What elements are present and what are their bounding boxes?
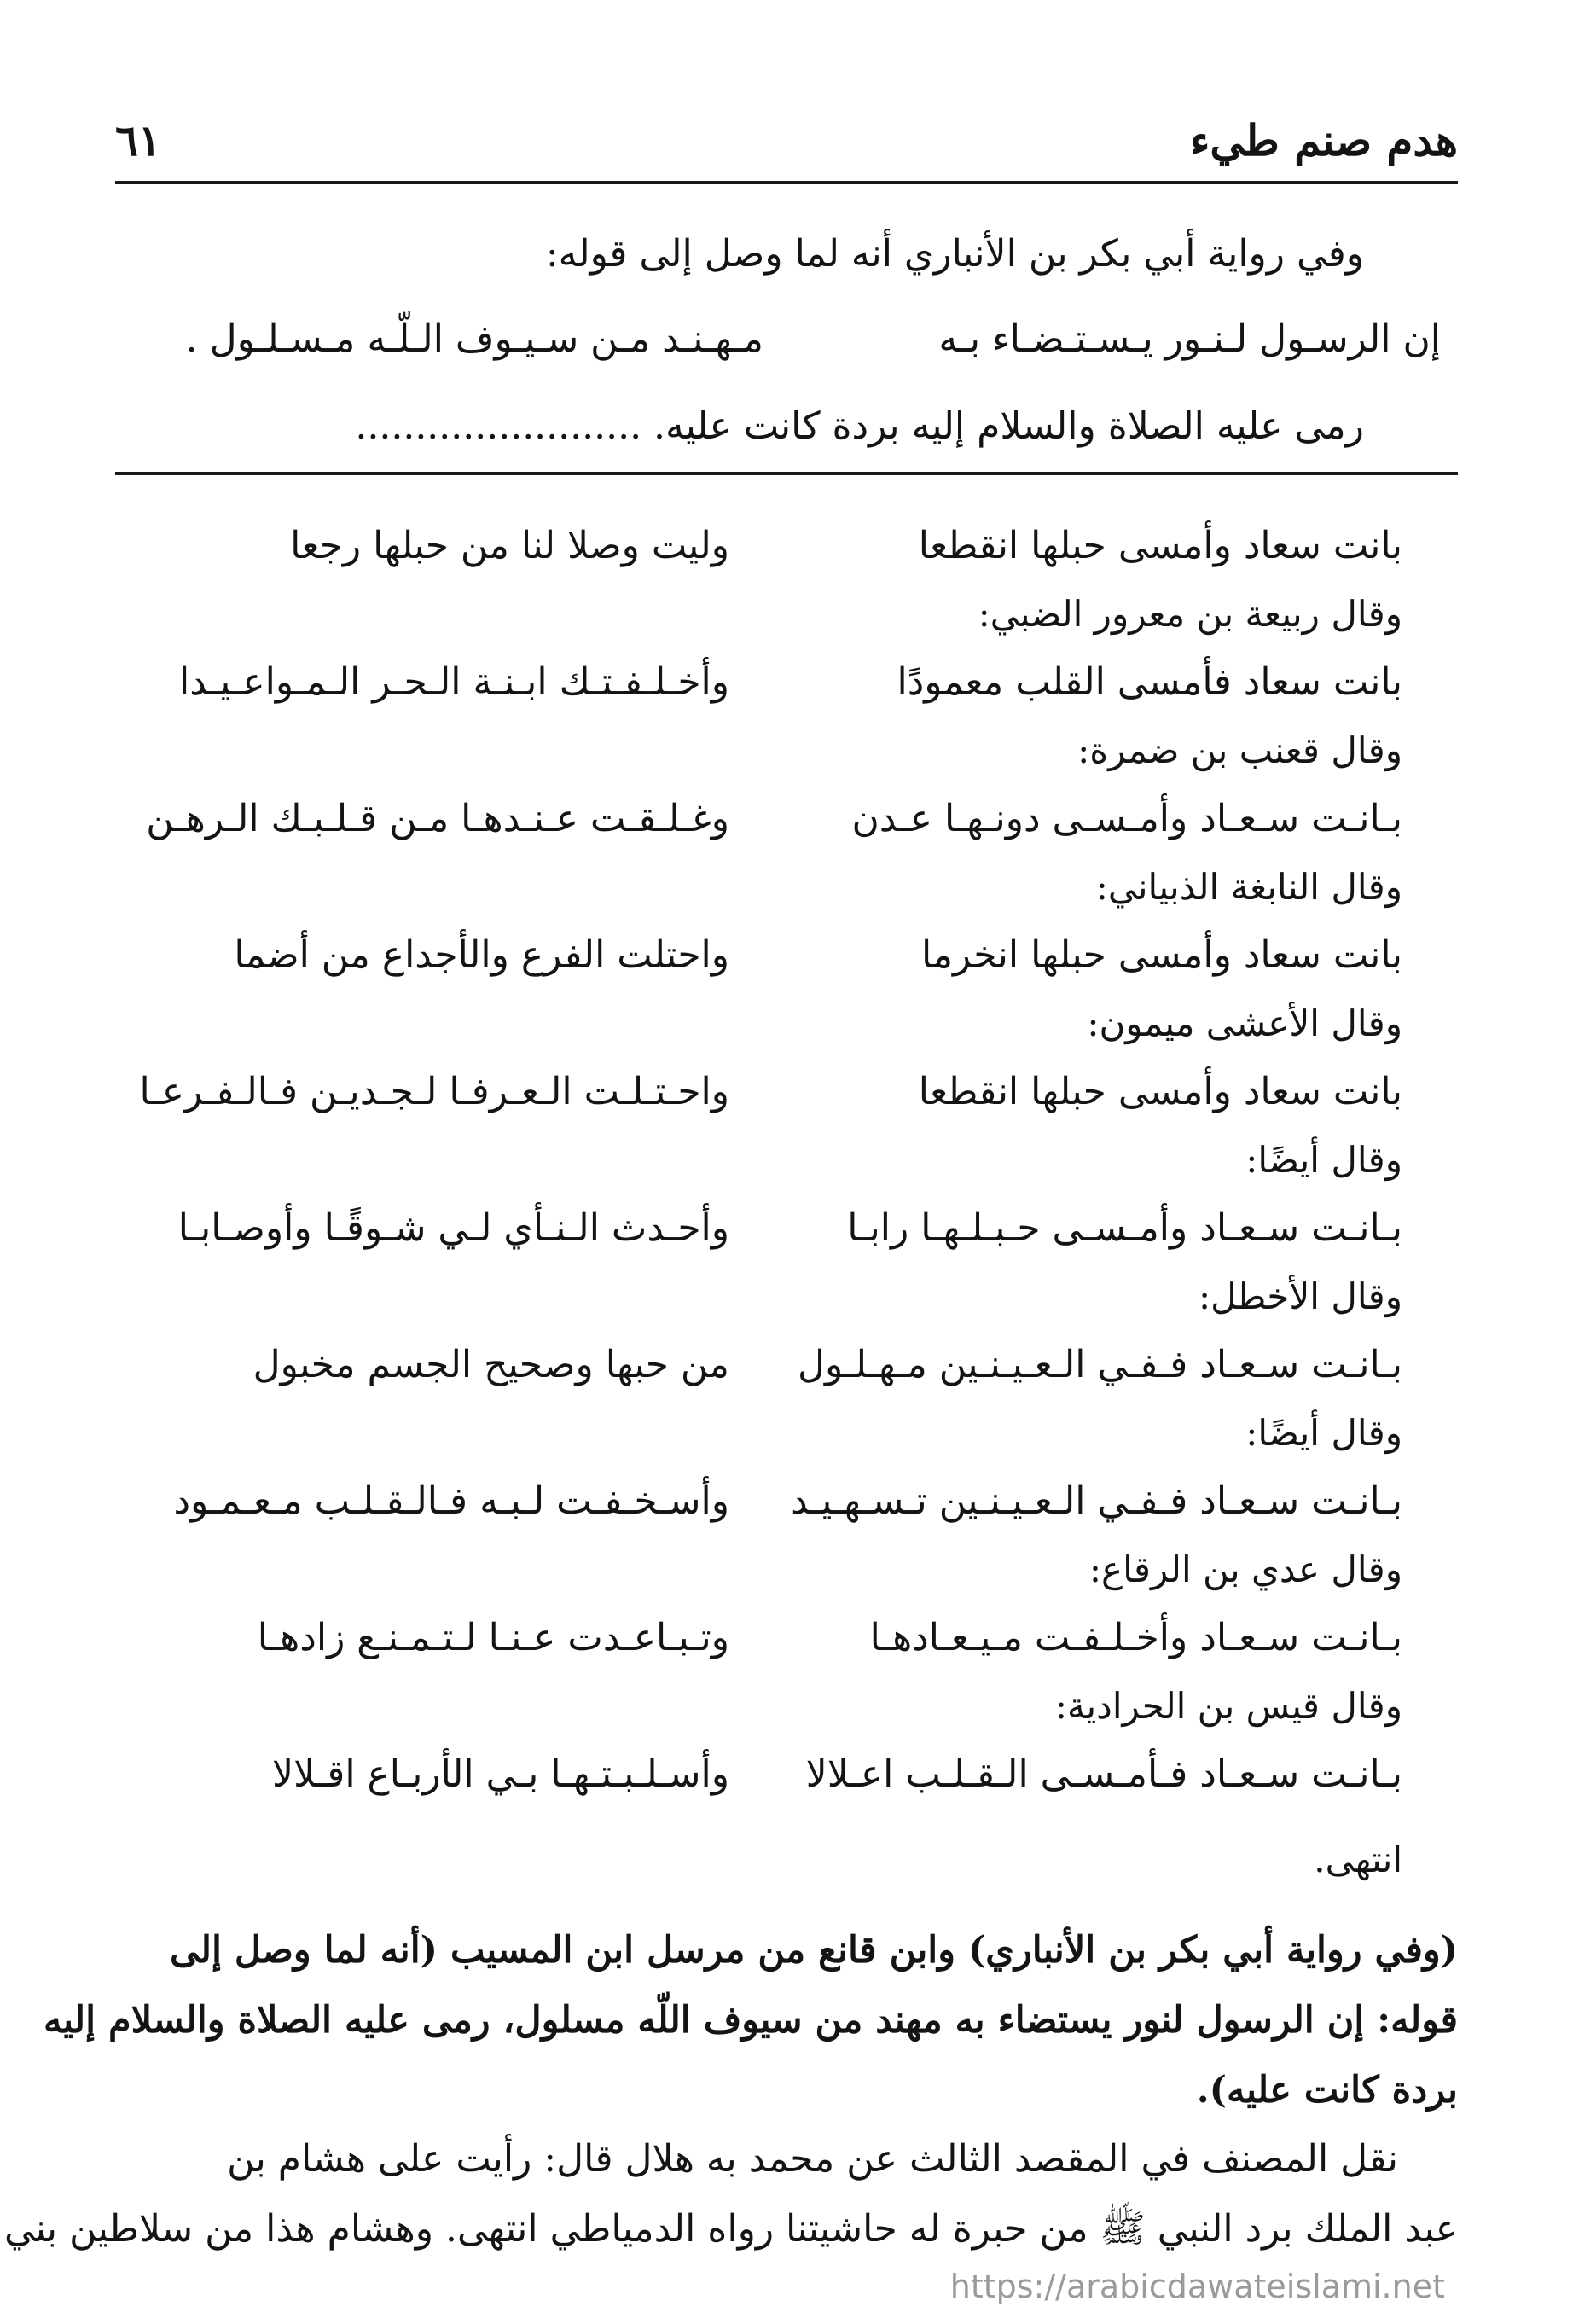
verse-second-hemistich: وغـلـقـت عـنـدهـا مـن قـلـبـك الـرهـن [146,797,729,840]
commentary-line: نقل المصنف في المقصد الثالث عن محمد به هلال قال: رأيت على هشام بن [227,2137,1398,2181]
verse-second-hemistich: وأسـخـفـت لـبـه فـالـقـلـب مـعـمـود [173,1479,729,1523]
verse-row [115,512,1402,580]
speaker-line: وقال قيس بن الحرادية: [1054,1685,1402,1727]
verse-row [115,1467,1402,1536]
commentary-line: قوله: إن الرسول لنور يستضاء به مهند من سيوف اللّه مسلول، رمى عليه الصلاة والسلام إليه [44,1999,1458,2042]
verse-first-hemistich: بانت سعاد فأمسى القلب معمودًا [897,660,1402,704]
verse-second-hemistich: واحـتـلـت الـعـرفـا لـجـديـن فـالـفـرعـا [139,1070,729,1113]
speaker-line: وقال الأعشى ميمون: [1087,1002,1402,1044]
verse-row [115,1331,1402,1399]
verse-first-hemistich: بانت سعاد وأمسى حبلها انخرما [921,933,1402,977]
verse-second-hemistich: وتـبـاعـدت عـنـا لـتـمـنـع زادهـا [257,1616,729,1659]
note-verse [115,297,1441,382]
speaker-line: وقال أيضًا: [1245,1139,1402,1181]
commentary-plain [3,2124,1458,2264]
speaker-line: وقال ربيعة بن معرور الضبي: [978,593,1402,635]
verse-row [115,1058,1402,1126]
verse-row [115,1740,1402,1809]
running-title: هدم صنم طيء [1189,115,1458,166]
speaker-line: وقال قعنب بن ضمرة: [1077,729,1402,771]
end-marker: انتهى. [1314,1839,1402,1880]
commentary-bold [44,1915,1458,2125]
note-line: رمى عليه الصلاة والسلام إليه بردة كانت عليه. ........................ [355,404,1364,448]
verse-first-hemistich: بـانـت سـعـاد وأمـسـى حـبـلـهـا رابـا [847,1206,1402,1250]
verse-first-hemistich: إن الرسـول لـنـور يـسـتـضـاء بـه [938,317,1441,361]
verse-second-hemistich: واحتلت الفرع والأجداع من أضما [234,933,729,977]
verse-second-hemistich: وليت وصلا لنا من حبلها رجعا [290,524,729,567]
running-header [115,102,1458,179]
verse-first-hemistich: بـانـت سـعـاد فـأمـسـى الـقـلـب اعـلالا [805,1752,1402,1796]
verse-row [115,648,1402,717]
verse-first-hemistich: بـانـت سـعـاد وأخـلـفـت مـيـعـادهـا [869,1616,1402,1659]
verse-row [115,1194,1402,1263]
verse-row [115,921,1402,990]
watermark-url: https://arabicdawateislami.net [949,2268,1445,2305]
inserted-note [115,195,1458,463]
page-number: ٦١ [115,115,161,166]
commentary-line: بردة كانت عليه). [1196,2069,1458,2112]
verse-second-hemistich: من حبها وصحيح الجسم مخبول [252,1343,729,1386]
header-rule [115,181,1458,184]
speaker-line: وقال أيضًا: [1245,1412,1402,1454]
verse-first-hemistich: بانت سعاد وأمسى حبلها انقطعا [918,1070,1402,1113]
verse-first-hemistich: بـانـت سـعـاد فـفـي الـعـيـنـين تـسـهـيـد [791,1479,1402,1523]
speaker-line: وقال الأخطل: [1198,1275,1402,1317]
commentary-line: (وفي رواية أبي بكر بن الأنباري) وابن قانع من مرسل ابن المسيب (أنه لما وصل إلى [170,1929,1458,1972]
note-rule [115,472,1458,475]
verse-second-hemistich: وأسـلـبـتـهـا بـي الأربـاع اقـلالا [272,1752,729,1796]
verse-row [115,1604,1402,1672]
verse-second-hemistich: مـهـنـد مـن سـيـوف الـلّـه مـسـلـول . [185,317,763,361]
speaker-line: وقال عدي بن الرقاع: [1088,1548,1402,1590]
verse-row [115,785,1402,853]
verse-first-hemistich: بـانـت سـعـاد وأمـسـى دونـهـا عـدن [851,797,1402,840]
speaker-line: وقال النابغة الذبياني: [1095,866,1402,908]
verse-second-hemistich: وأحـدث الـنـأي لـي شـوقًـا وأوصـابـا [177,1206,729,1250]
verse-first-hemistich: بانت سعاد وأمسى حبلها انقطعا [918,524,1402,567]
verse-first-hemistich: بـانـت سـعـاد فـفـي الـعـيـنـين مـهـلـول [798,1343,1402,1386]
verse-second-hemistich: وأخـلـفـتـك ابـنـة الـحـر الـمـواعـيـدا [178,660,729,704]
commentary-line: عبد الملك برد النبي ﷺ من حبرة له حاشيتنا رواه الدمياطي انتهى. وهشام هذا من سلاطين بني [3,2207,1458,2251]
note-line: وفي رواية أبي بكر بن الأنباري أنه لما وصل إلى قوله: [545,232,1364,276]
